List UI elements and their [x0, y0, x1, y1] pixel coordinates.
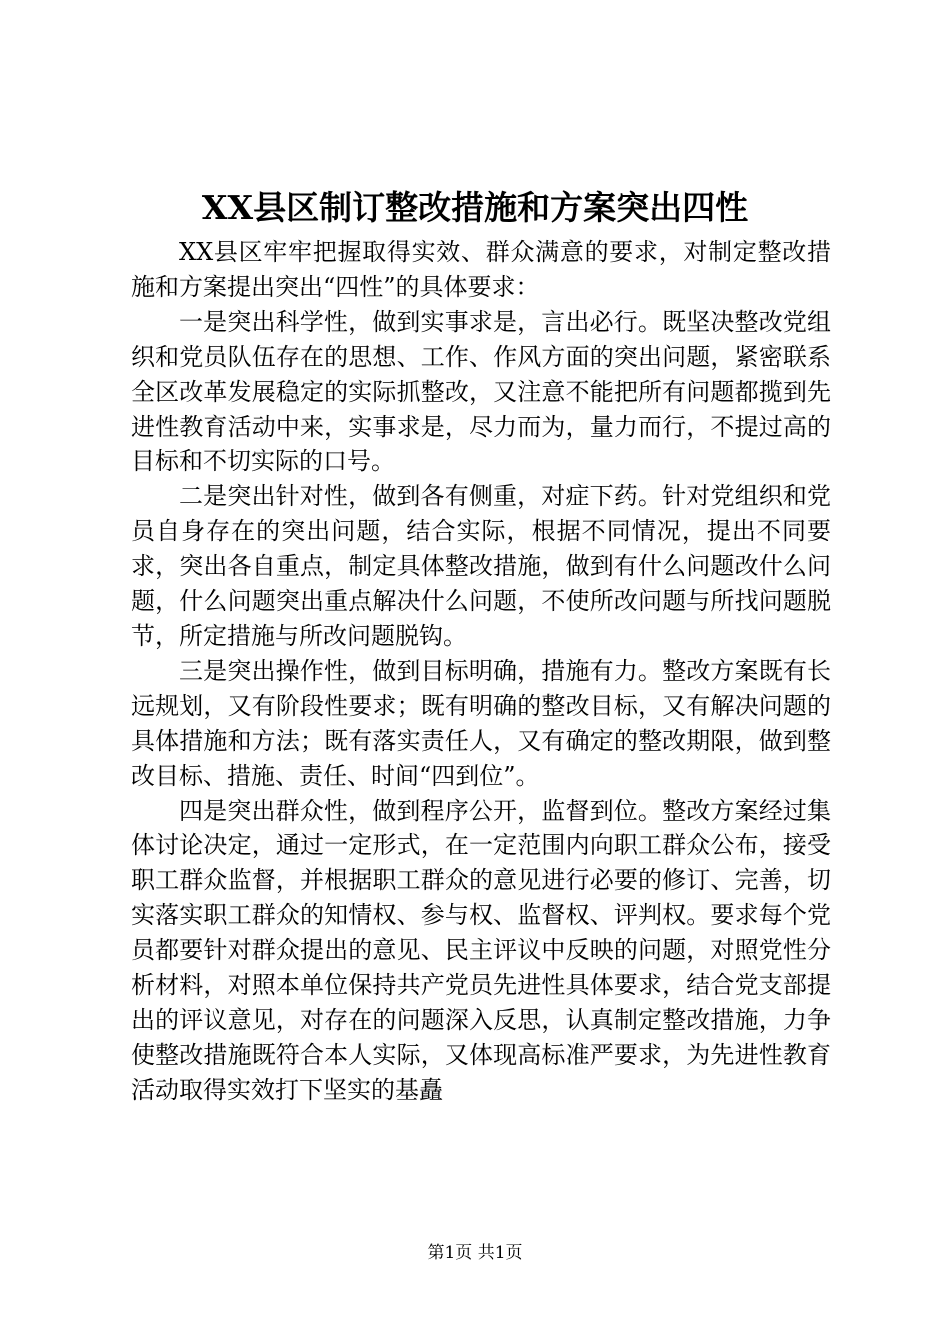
document-title: XX县区制订整改措施和方案突出四性	[201, 188, 749, 227]
paragraph-public: 四是突出群众性，做到程序公开，监督到位。整改方案经过集体讨论决定，通过一定形式，在一定范围内向职工群众公布，接受职工群众监督，并根据职工群众的意见进行必要的修订、完善，切实落实职工群众的知情权、参与权、监督权、评判权。要求每个党员都要针对群众提出的意见、民主评议中反映的问题，对照党性分析材料，对照本单位保持共产党员先进性具体要求，结合党支部提出的评议意见，对存在的问题深入反思，认真制定整改措施，力争使整改措施既符合本人实际，又体现高标准严要求，为先进性教育活动取得实效打下坚实的基矗	[131, 796, 831, 1104]
paragraph-operable: 三是突出操作性，做到目标明确，措施有力。整改方案既有长远规划，又有阶段性要求；既有明确的整改目标，又有解决问题的具体措施和方法；既有落实责任人，又有确定的整改期限，做到整改目标、措施、责任、时间“四到位”。	[131, 656, 831, 790]
document-body	[131, 235, 831, 1108]
paragraph-targeted: 二是突出针对性，做到各有侧重，对症下药。针对党组织和党员自身存在的突出问题，结合实际，根据不同情况，提出不同要求，突出各自重点，制定具体整改措施，做到有什么问题改什么问题，什么问题突出重点解决什么问题，不使所改问题与所找问题脱节，所定措施与所改问题脱钩。	[131, 482, 831, 650]
page-footer	[0, 1241, 950, 1265]
page-number: 第1页 共1页	[427, 1243, 523, 1263]
paragraph-scientific: 一是突出科学性，做到实事求是，言出必行。既坚决整改党组织和党员队伍存在的思想、工作、作风方面的突出问题，紧密联系全区改革发展稳定的实际抓整改，又注意不能把所有问题都揽到先进性教育活动中来，实事求是，尽力而为，量力而行，不提过高的目标和不切实际的口号。	[131, 307, 831, 476]
paragraph-intro: XX县区牢牢把握取得实效、群众满意的要求，对制定整改措施和方案提出突出“四性”的具体要求：	[131, 238, 831, 301]
